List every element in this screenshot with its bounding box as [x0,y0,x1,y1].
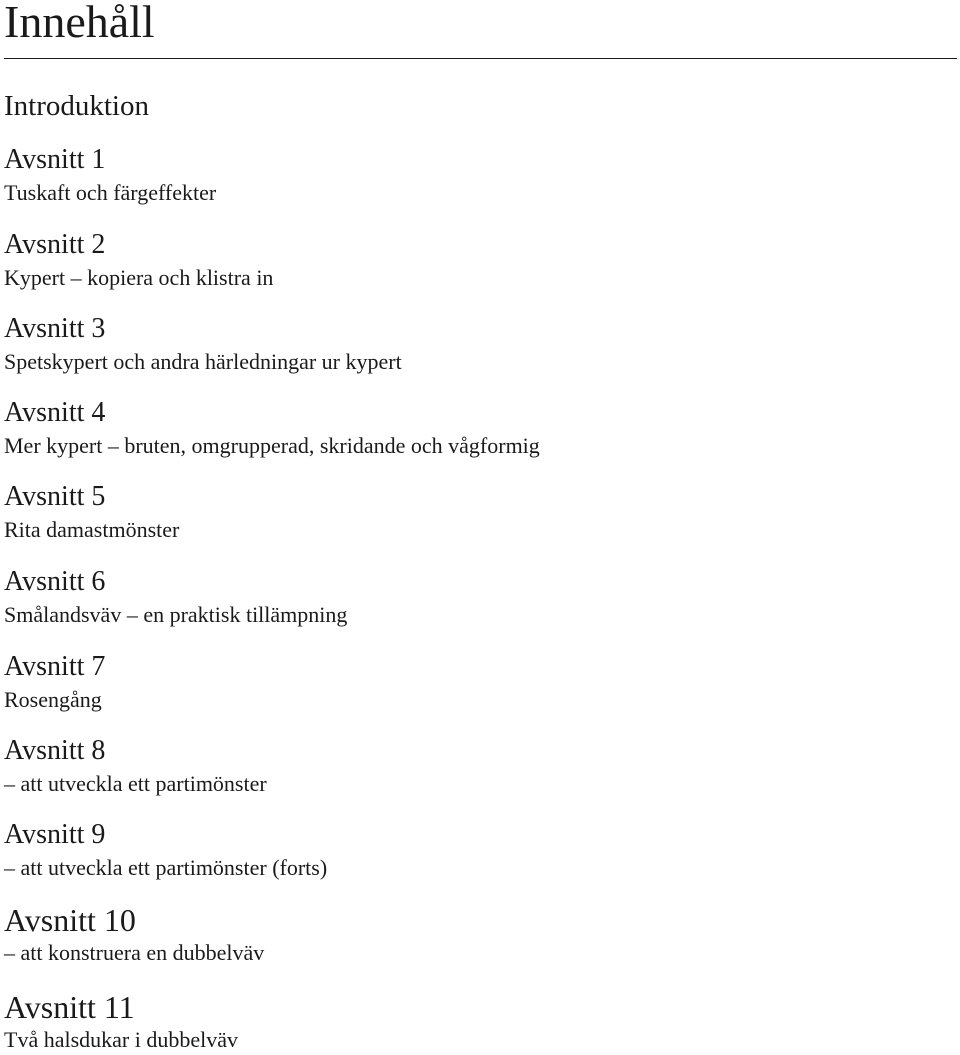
section-subtitle: Tuskaft och färgeffekter [4,180,217,205]
toc-section-1 [4,143,954,207]
toc-section-4 [4,396,954,460]
section-heading: Avsnitt 3 [4,313,106,344]
title-divider [4,58,957,59]
toc-section-9 [4,818,954,882]
section-heading: Avsnitt 6 [4,566,106,597]
section-heading: Avsnitt 11 [4,989,135,1025]
section-subtitle: Smålandsväv – en praktisk tillämpning [4,602,348,627]
toc-section-7 [4,650,954,714]
section-heading: Avsnitt 9 [4,819,106,850]
toc-section-2 [4,228,954,292]
section-subtitle: Två halsdukar i dubbelväv [4,1027,238,1052]
page-title: Innehåll [4,0,155,47]
section-heading: Avsnitt 8 [4,735,106,766]
section-heading: Avsnitt 7 [4,651,106,682]
toc-section-5 [4,480,954,544]
toc-section-8 [4,734,954,798]
section-heading: Avsnitt 10 [4,902,136,938]
toc-section-11 [4,988,954,1054]
toc-section-10 [4,901,954,967]
section-subtitle: – att konstruera en dubbelväv [4,940,265,965]
toc-section-6 [4,565,954,629]
section-heading: Avsnitt 5 [4,481,106,512]
section-subtitle: Kypert – kopiera och klistra in [4,265,274,290]
section-subtitle: Rita damastmönster [4,517,180,542]
section-heading: Avsnitt 4 [4,397,106,428]
section-subtitle: Spetskypert och andra härledningar ur kypert [4,349,402,374]
toc-section-3 [4,312,954,376]
section-subtitle: – att utveckla ett partimönster (forts) [4,855,328,880]
section-subtitle: Mer kypert – bruten, omgrupperad, skridande och vågformig [4,433,540,458]
section-heading: Avsnitt 1 [4,144,106,175]
toc-intro-entry: Introduktion [4,90,149,122]
section-subtitle: Rosengång [4,687,102,712]
section-subtitle: – att utveckla ett partimönster [4,771,267,796]
section-heading: Avsnitt 2 [4,229,106,260]
